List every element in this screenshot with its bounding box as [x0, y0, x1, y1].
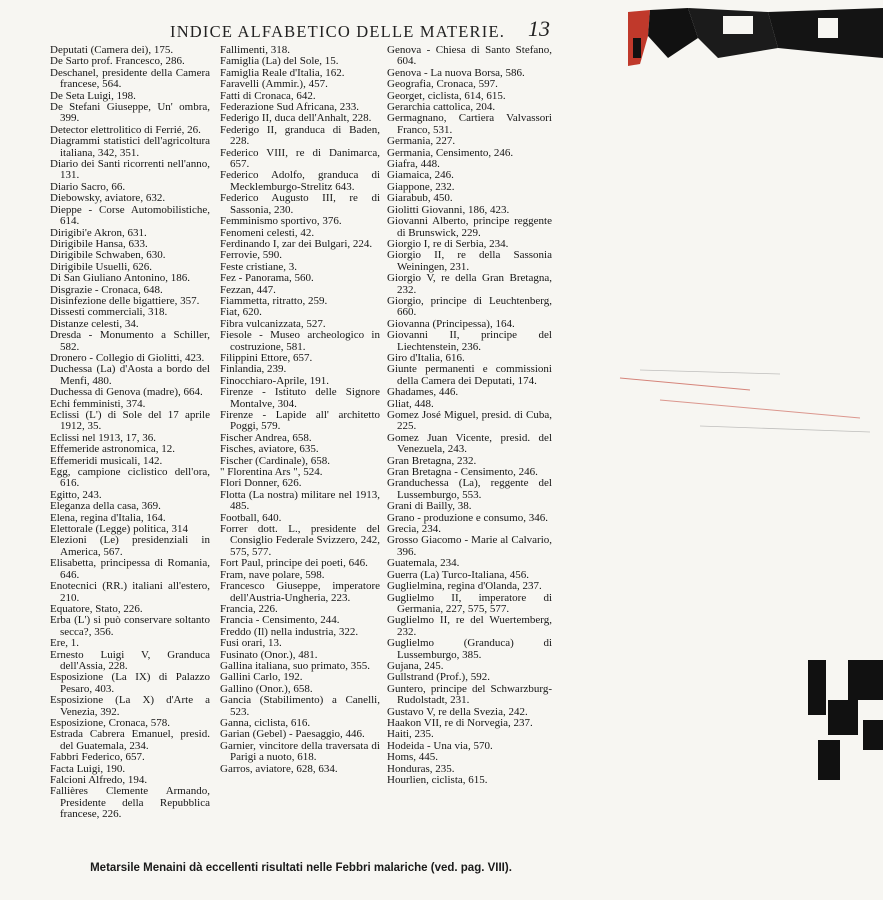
- index-entry: Firenze - Istituto delle Signore Montalve, 304.: [220, 386, 380, 410]
- index-entry: Distanze celesti, 34.: [50, 317, 139, 330]
- index-entry: Giovanni Alberto, principe reggente di Brunswick, 229.: [387, 215, 552, 239]
- index-entry: Gran Bretagna, 232.: [387, 454, 477, 467]
- index-entry: Filippini Ettore, 657.: [220, 351, 313, 364]
- index-entry: Erba (L') si può conservare soltanto secca?, 356.: [50, 614, 210, 638]
- index-entry: Giro d'Italia, 616.: [387, 351, 465, 364]
- index-entry: Gomez José Miguel, presid. di Cuba, 225.: [387, 409, 552, 433]
- index-entry: Fez - Panorama, 560.: [220, 272, 314, 285]
- index-entry: Firenze - Lapide all' architetto Poggi, 579.: [220, 409, 380, 433]
- index-entry: Famiglia Reale d'Italia, 162.: [220, 66, 345, 79]
- index-entry: Deschanel, presidente della Camera francese, 564.: [50, 66, 210, 91]
- page-number: 13: [528, 16, 550, 41]
- index-entry: Gullstrand (Prof.), 592.: [387, 671, 490, 684]
- index-entry: Haakon VII, re di Norvegia, 237.: [387, 716, 533, 729]
- index-entry: Gran Bretagna - Censimento, 246.: [387, 466, 538, 479]
- index-entry: Fusi orari, 13.: [220, 637, 282, 650]
- index-entry: Dirigibile Schwaben, 630.: [50, 249, 166, 262]
- index-entry: Germania, 227.: [387, 135, 456, 148]
- index-entry: Giunte permanenti e commissioni della Camera dei Deputati, 174.: [387, 363, 552, 387]
- index-entry: Federico VIII, re di Danimarca, 657.: [220, 146, 380, 171]
- index-entry: Garnier, vincitore della traversata di Parigi a nuoto, 618.: [220, 739, 380, 764]
- index-entry: Elettorale (Legge) politica, 314: [50, 523, 189, 536]
- index-entry: Fiesole - Museo archeologico in costruzione, 581.: [220, 329, 380, 353]
- page-title: INDICE ALFABETICO DELLE MATERIE.: [170, 22, 506, 41]
- index-entry: Finlandia, 239.: [220, 363, 287, 376]
- index-entry: Granduchessa (La), reggente del Lussemburgo, 553.: [387, 477, 552, 501]
- index-entry: Homs, 445.: [387, 751, 439, 764]
- index-entry: Fabbri Federico, 657.: [50, 751, 145, 764]
- index-entry: Effemeridi musicali, 142.: [50, 454, 163, 467]
- index-entry: Geografia, Cronaca, 597.: [387, 78, 498, 91]
- index-entry: Genova - Chiesa di Santo Stefano, 604.: [387, 45, 552, 68]
- index-entry: Guerra (La) Turco-Italiana, 456.: [387, 568, 530, 581]
- index-entry: Federigo II, duca dell'Anhalt, 228.: [220, 112, 372, 125]
- index-entry: Dronero - Collegio di Giolitti, 423.: [50, 351, 205, 364]
- index-entry: Grosso Giacomo - Marie al Calvario, 396.: [387, 534, 552, 558]
- index-entry: Fusinato (Onor.), 481.: [220, 648, 318, 661]
- index-entry: Honduras, 235.: [387, 762, 455, 775]
- index-entry: Femminismo sportivo, 376.: [220, 215, 342, 228]
- index-entry: Dresda - Monumento a Schiller, 582.: [50, 329, 210, 353]
- index-entry: Finocchiaro-Aprile, 191.: [220, 374, 330, 387]
- index-column-1: [50, 45, 210, 860]
- index-entry: Gallini Carlo, 192.: [220, 671, 303, 684]
- index-entry: Gancia (Stabilimento) a Canelli, 523.: [220, 694, 380, 718]
- index-entry: Guglielmo (Granduca) di Lussemburgo, 385.: [387, 637, 552, 661]
- index-entry: Genova - La nuova Borsa, 586.: [387, 66, 525, 79]
- index-entry: Giafra, 448.: [387, 158, 440, 171]
- index-entry: Hourlien, ciclista, 615.: [387, 774, 488, 786]
- index-entry: Elena, regina d'Italia, 164.: [50, 511, 166, 524]
- index-column-2: [220, 45, 380, 860]
- index-entry: Garian (Gebel) - Paesaggio, 446.: [220, 728, 365, 741]
- index-entry: Falcioni Alfredo, 194.: [50, 774, 148, 786]
- index-entry: Fatti di Cronaca, 642.: [220, 89, 316, 102]
- index-entry: Ernesto Luigi V, Granduca dell'Assia, 228.: [50, 648, 210, 672]
- index-entry: Fiammetta, ritratto, 259.: [220, 294, 328, 307]
- index-entry: Gliat, 448.: [387, 397, 434, 410]
- index-entry: Fort Paul, principe dei poeti, 646.: [220, 557, 368, 570]
- index-entry: Gujana, 245.: [387, 659, 444, 672]
- index-entry: Giappone, 232.: [387, 180, 455, 193]
- index-entry: Gallino (Onor.), 658.: [220, 682, 313, 695]
- index-entry: Francia, 226.: [220, 602, 278, 615]
- index-entry: Elisabetta, principessa di Romania, 646.: [50, 557, 210, 581]
- index-column-3: [387, 45, 552, 860]
- index-entry: Egitto, 243.: [50, 488, 102, 501]
- index-entry: Giorgio V, re della Gran Bretagna, 232.: [387, 272, 552, 296]
- index-entry: " Florentina Ars ", 524.: [220, 466, 323, 479]
- index-entry: Eclissi nel 1913, 17, 36.: [50, 431, 157, 444]
- index-entry: Famiglia (La) del Sole, 15.: [220, 55, 339, 68]
- index-entry: Fezzan, 447.: [220, 283, 276, 296]
- index-entry: Dieppe - Corse Automobilistiche, 614.: [50, 203, 210, 228]
- index-entry: Dirigibile Usuelli, 626.: [50, 260, 153, 273]
- index-entry: Flori Donner, 626.: [220, 477, 302, 490]
- index-entry: Guglielmo II, re del Wuertemberg, 232.: [387, 614, 552, 638]
- index-entry: Francesco Giuseppe, imperatore dell'Austria-Ungheria, 223.: [220, 580, 380, 604]
- index-entry: Georget, ciclista, 614, 615.: [387, 89, 506, 102]
- index-entry: Fenomeni celesti, 42.: [220, 226, 315, 239]
- index-entry: Detector elettrolitico di Ferrié, 26.: [50, 123, 201, 136]
- index-entry: De Seta Luigi, 198.: [50, 89, 136, 102]
- index-entry: Ferrovie, 590.: [220, 249, 283, 262]
- index-entry: Ganna, ciclista, 616.: [220, 716, 311, 729]
- index-entry: Federico Augusto III, re di Sassonia, 230.: [220, 192, 380, 216]
- index-entry: Fisches, aviatore, 635.: [220, 443, 319, 456]
- index-entry: Elezioni (Le) presidenziali in America, 567.: [50, 534, 210, 558]
- index-entry: Esposizione, Cronaca, 578.: [50, 716, 171, 729]
- index-entry: Diario dei Santi ricorrenti nell'anno, 131.: [50, 158, 210, 182]
- index-entry: Dirigibile Hansa, 633.: [50, 237, 148, 250]
- index-entry: Equatore, Stato, 226.: [50, 602, 143, 615]
- index-entry: Fischer (Cardinale), 658.: [220, 454, 330, 467]
- index-entry: Hodeida - Una via, 570.: [387, 739, 493, 752]
- index-entry: Echi femministi, 374.: [50, 397, 146, 410]
- index-entry: Flotta (La nostra) militare nel 1913, 485.: [220, 488, 380, 513]
- index-entry: Gerarchia cattolica, 204.: [387, 101, 496, 114]
- margin-ink-artifact-top: [628, 8, 883, 66]
- index-entry: Federigo II, granduca di Baden, 228.: [220, 123, 380, 148]
- index-entry: Duchessa di Genova (madre), 664.: [50, 386, 203, 399]
- index-entry: Fischer Andrea, 658.: [220, 431, 312, 444]
- index-entry: Fallimenti, 318.: [220, 45, 290, 56]
- index-entry: Dissesti commerciali, 318.: [50, 306, 168, 319]
- index-entry: Di San Giuliano Antonino, 186.: [50, 272, 190, 285]
- index-entry: Ferdinando I, zar dei Bulgari, 224.: [220, 237, 373, 250]
- index-entry: Estrada Cabrera Emanuel, presid. del Guatemala, 234.: [50, 728, 210, 752]
- index-entry: Gallina italiana, suo primato, 355.: [220, 659, 370, 672]
- index-entry: Grani di Bailly, 38.: [387, 500, 472, 513]
- advertisement-footer: Metarsile Menaini dà eccellenti risultati nelle Febbri malariche (ved. pag. VIII).: [90, 862, 512, 874]
- index-entry: Gomez Juan Vicente, presid. del Venezuela, 243.: [387, 431, 552, 456]
- index-entry: Giarabub, 450.: [387, 192, 453, 205]
- index-entry: Federico Adolfo, granduca di Mecklemburgo-Strelitz 643.: [220, 169, 380, 193]
- index-entry: Duchessa (La) d'Aosta a bordo del Menfi, 480.: [50, 363, 210, 387]
- index-entry: Egg, campione ciclistico dell'ora, 616.: [50, 466, 210, 490]
- index-entry: Francia - Censimento, 244.: [220, 614, 340, 627]
- index-entry: Grecia, 234.: [387, 523, 442, 536]
- index-entry: Giorgio I, re di Serbia, 234.: [387, 237, 509, 250]
- index-entry: Ere, 1.: [50, 637, 80, 650]
- index-entry: Giorgio, principe di Leuchtenberg, 660.: [387, 294, 552, 319]
- index-entry: De Stefani Giuseppe, Un' ombra, 399.: [50, 101, 210, 125]
- index-entry: Esposizione (La X) d'Arte a Venezia, 392.: [50, 694, 210, 718]
- index-entry: De Sarto prof. Francesco, 286.: [50, 55, 185, 68]
- index-entry: Giorgio II, re della Sassonia Weiningen, 231.: [387, 249, 552, 273]
- index-entry: Giovanna (Principessa), 164.: [387, 317, 515, 330]
- index-columns: [50, 45, 552, 860]
- index-entry: Grano - produzione e consumo, 346.: [387, 511, 548, 524]
- index-entry: Diebowsky, aviatore, 632.: [50, 192, 166, 205]
- index-entry: Guntero, principe del Schwarzburg-Rudolstadt, 231.: [387, 682, 552, 707]
- index-entry: Fallières Clemente Armando, Presidente della Repubblica francese, 226.: [50, 785, 210, 821]
- index-entry: Football, 640.: [220, 511, 282, 524]
- index-entry: Guatemala, 234.: [387, 557, 460, 570]
- margin-ink-artifact-bottom: [808, 660, 883, 780]
- index-entry: Fibra vulcanizzata, 527.: [220, 317, 326, 330]
- index-entry: Facta Luigi, 190.: [50, 762, 126, 775]
- index-entry: Giolitti Giovanni, 186, 423.: [387, 203, 510, 216]
- index-entry: Garros, aviatore, 628, 634.: [220, 762, 338, 775]
- margin-scan-streaks: [600, 360, 883, 440]
- index-entry: Disgrazie - Cronaca, 648.: [50, 283, 163, 296]
- index-entry: Diario Sacro, 66.: [50, 180, 126, 193]
- index-entry: Disinfezione delle bigattiere, 357.: [50, 294, 200, 307]
- index-entry: Eclissi (L') di Sole del 17 aprile 1912, 35.: [50, 409, 210, 433]
- index-entry: Forrer dott. L., presidente del Consiglio Federale Svizzero, 242, 575, 577.: [220, 523, 380, 558]
- page-header: [50, 16, 550, 44]
- index-entry: Feste cristiane, 3.: [220, 260, 297, 273]
- index-entry: Freddo (Il) nella industria, 322.: [220, 625, 359, 638]
- index-entry: Esposizione (La IX) di Palazzo Pesaro, 403.: [50, 671, 210, 695]
- index-entry: Fiat, 620.: [220, 306, 262, 319]
- index-entry: Gustavo V, re della Svezia, 242.: [387, 705, 528, 718]
- index-entry: Effemeride astronomica, 12.: [50, 443, 176, 456]
- index-entry: Guglielmo II, imperatore di Germania, 227, 575, 577.: [387, 591, 552, 615]
- index-entry: Deputati (Camera dei), 175.: [50, 45, 174, 56]
- index-entry: Federazione Sud Africana, 233.: [220, 101, 359, 114]
- index-entry: Giovanni II, principe del Liechtenstein, 236.: [387, 329, 552, 353]
- index-entry: Germania, Censimento, 246.: [387, 146, 514, 159]
- index-entry: Eleganza della casa, 369.: [50, 500, 161, 513]
- index-entry: Faravelli (Ammir.), 457.: [220, 78, 328, 91]
- index-entry: Giamaica, 246.: [387, 169, 454, 182]
- index-entry: Germagnano, Cartiera Valvassori Franco, 531.: [387, 112, 552, 136]
- index-entry: Diagrammi statistici dell'agricoltura italiana, 342, 351.: [50, 135, 210, 159]
- index-entry: Enotecnici (RR.) italiani all'estero, 210.: [50, 580, 210, 604]
- index-entry: Ghadames, 446.: [387, 386, 459, 399]
- index-entry: Haiti, 235.: [387, 728, 434, 741]
- index-entry: Dirigibi'e Akron, 631.: [50, 226, 147, 239]
- index-entry: Fram, nave polare, 598.: [220, 568, 325, 581]
- index-entry: Guglielmina, regina d'Olanda, 237.: [387, 580, 542, 593]
